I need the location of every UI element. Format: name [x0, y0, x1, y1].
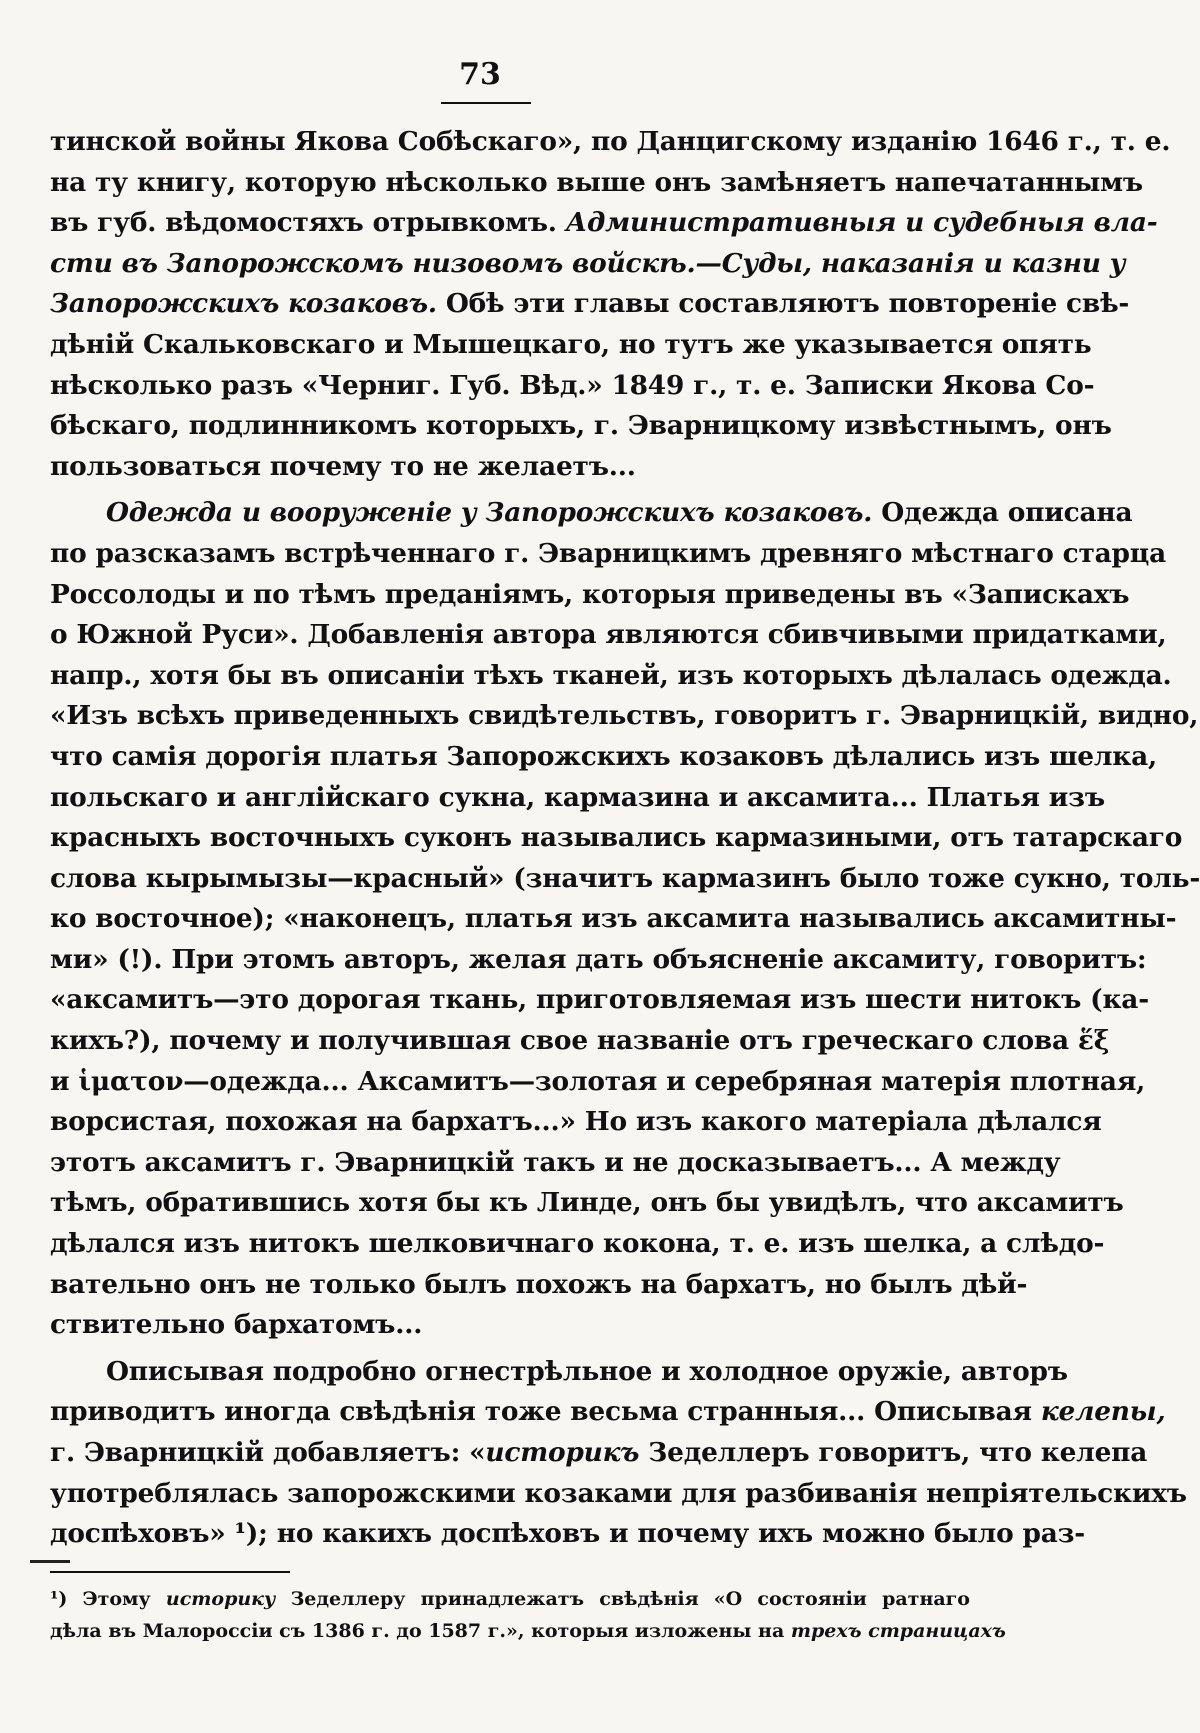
- footnote: [50, 1583, 1006, 1647]
- text-line: о Южной Руси». Добавленія автора являются сбивчивыми придатками,: [50, 619, 1167, 651]
- text-line: употреблялась запорожскими козаками для разбиванія непріятельскихъ: [50, 1477, 1187, 1509]
- footnote-rule: [50, 1571, 290, 1573]
- text-line: пользоваться почему то не желаетъ...: [50, 450, 636, 482]
- text-line: доспѣховъ» ¹); но какихъ доспѣховъ и почему ихъ можно было раз-: [50, 1518, 1086, 1550]
- text-line: напр., хотя бы въ описаніи тѣхъ тканей, изъ которыхъ дѣлалась одежда.: [50, 659, 1172, 691]
- text-line: кихъ?), почему и получившая свое названіе отъ греческаго слова ἕξ: [50, 1025, 1110, 1057]
- text-line: и ἱματον—одежда... Аксамитъ—золотая и серебряная матерія плотная,: [50, 1065, 1146, 1097]
- text-line: красныхъ восточныхъ суконъ назывались кармазиными, отъ татарскаго: [50, 822, 1183, 854]
- main-text: [50, 122, 1200, 1555]
- text-line: вательно онъ не только былъ похожъ на бархатъ, но былъ дѣй-: [50, 1268, 1028, 1300]
- text-line: приводитъ иногда свѣдѣнія тоже весьма странныя... Описывая келепы,: [50, 1396, 1166, 1428]
- page-number: 73: [459, 57, 501, 92]
- italic-heading: сти въ Запорожскомъ низовомъ войскѣ.—Суды, наказанія и казни у: [50, 247, 1126, 279]
- text-line: на ту книгу, которую нѣсколько выше онъ замѣняетъ напечатаннымъ: [50, 166, 1143, 198]
- margin-dash-mark: [30, 1560, 70, 1563]
- text-line: польскаго и англійскаго сукна, кармазина и аксамита... Платья изъ: [50, 781, 1105, 813]
- text-line: ствительно бархатомъ...: [50, 1309, 423, 1341]
- text-line: тинской войны Якова Собѣскаго», по Данцигскому изданію 1646 г., т. е.: [50, 126, 1171, 157]
- page-number-rule: [441, 102, 531, 104]
- text-line: ми» (!). При этомъ авторъ, желая дать объясненіе аксамиту, говоритъ:: [50, 943, 1147, 975]
- italic-term: историкъ: [485, 1437, 640, 1468]
- text-line: дѣлался изъ нитокъ шелковичнаго кокона, т. е. изъ шелка, а слѣдо-: [50, 1228, 1105, 1260]
- text-line: Запорожскихъ козаковъ. Обѣ эти главы составляютъ повтореніе свѣ-: [50, 288, 1130, 320]
- text-line: въ губ. вѣдомостяхъ отрывкомъ. Административныя и судебныя вла-: [50, 207, 1158, 239]
- italic-term: келепы,: [1040, 1396, 1166, 1428]
- text-line: ворсистая, похожая на бархатъ...» Но изъ какого матеріала дѣлался: [50, 1106, 1102, 1138]
- text-line: по разсказамъ встрѣченнаго г. Эварницкимъ древняго мѣстнаго старца: [50, 537, 1166, 569]
- italic-heading: Одежда и вооруженіе у Запорожскихъ козаковъ.: [106, 497, 873, 529]
- text-line: нѣсколько разъ «Черниг. Губ. Вѣд.» 1849 г., т. е. Записки Якова Со-: [50, 369, 1095, 401]
- text-line: тѣмъ, обратившись хотя бы къ Линде, онъ бы увидѣлъ, что аксамитъ: [50, 1187, 1124, 1219]
- text-line: ко восточное); «наконецъ, платья изъ аксамита назывались аксамитны-: [50, 903, 1177, 935]
- text-line: что самія дорогія платья Запорожскихъ козаковъ дѣлались изъ шелка,: [50, 740, 1157, 772]
- text-line: «аксамитъ—это дорогая ткань, приготовляемая изъ шести нитокъ (ка-: [50, 984, 1149, 1016]
- text-line: этотъ аксамитъ г. Эварницкій такъ и не досказываетъ... А между: [50, 1146, 1061, 1178]
- text-line: «Изъ всѣхъ приведенныхъ свидѣтельствъ, говоритъ г. Эварницкій, видно,: [50, 700, 1199, 732]
- italic-heading: Запорожскихъ козаковъ.: [50, 288, 437, 320]
- paragraph-start: Одежда и вооруженіе у Запорожскихъ козаковъ. Одежда описана: [106, 497, 1133, 529]
- footnote-line: ¹) Этому историку Зеделлеру принадлежатъ свѣдѣнія «О состояніи ратнаго: [50, 1587, 970, 1610]
- text-line: слова кырымызы—красный» (значитъ кармазинъ было тоже сукно, толь-: [50, 862, 1200, 894]
- text-line: бѣскаго, подлинникомъ которыхъ, г. Эварницкому извѣстнымъ, онъ: [50, 410, 1112, 442]
- footnote-line: дѣла въ Малороссіи съ 1386 г. до 1587 г.», которыя изложены на трехъ страницахъ: [50, 1619, 1006, 1642]
- italic-heading: Административныя и судебныя вла-: [565, 207, 1158, 239]
- text-line: Россолоды и по тѣмъ преданіямъ, которыя приведены въ «Запискахъ: [50, 578, 1130, 610]
- text-line: г. Эварницкій добавляетъ: «историкъ Зеделлеръ говоритъ, что келепа: [50, 1437, 1148, 1468]
- text-line: дѣній Скальковскаго и Мышецкаго, но тутъ же указывается опять: [50, 328, 1092, 360]
- paragraph-start: Описывая подробно огнестрѣльное и холодное оружіе, авторъ: [106, 1355, 1068, 1387]
- book-page: [50, 57, 1200, 1647]
